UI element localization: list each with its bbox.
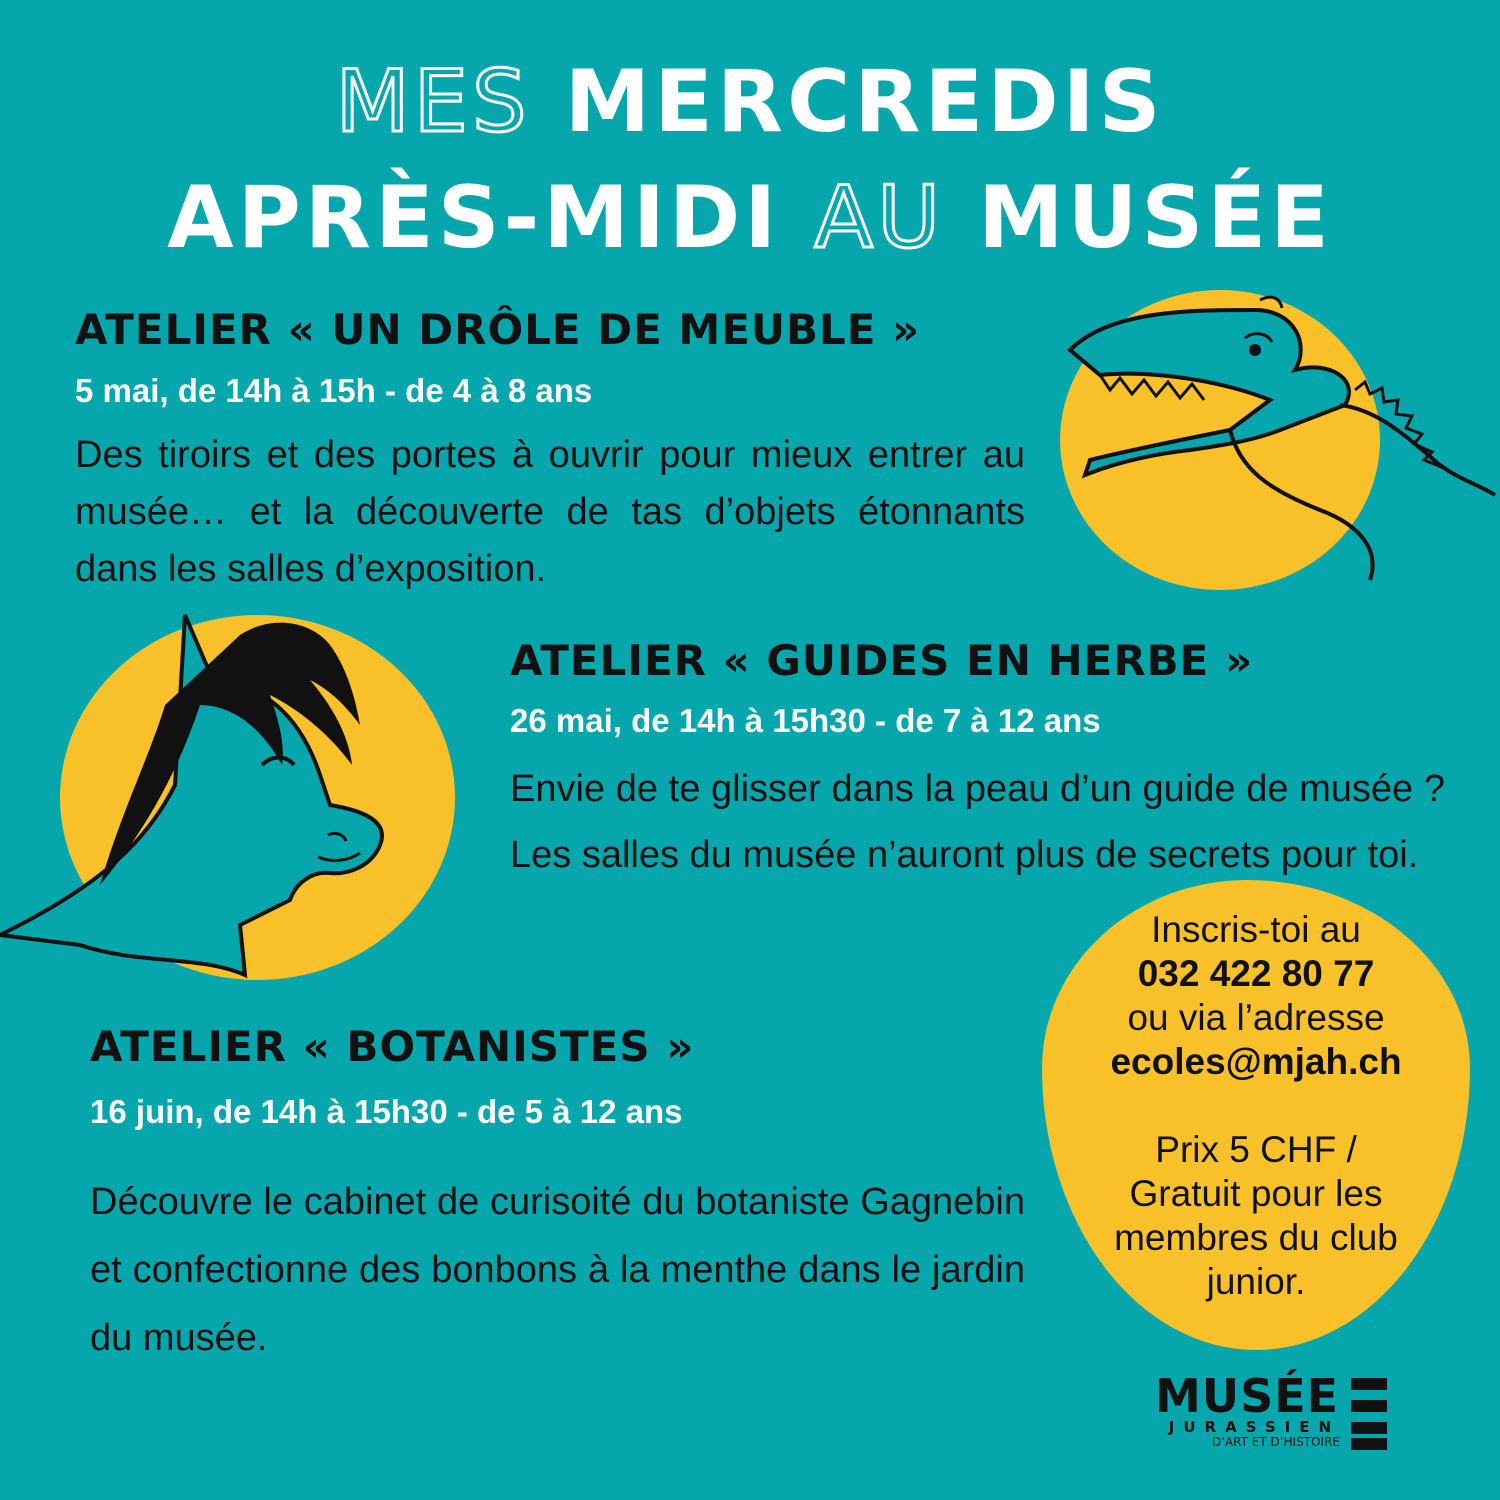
registration-line-1: Inscris-toi au (1151, 909, 1361, 950)
registration-line-3: ou via l’adresse (1127, 997, 1385, 1038)
museum-logo (1155, 1369, 1395, 1452)
registration-info (1070, 908, 1442, 1304)
title-word-apres-midi: APRÈS-MIDI (167, 168, 781, 268)
title-word-au: AU (814, 168, 945, 268)
logo-line-2: JURASSIEN (1168, 1418, 1340, 1436)
workshop-2-title: ATELIER « GUIDES EN HERBE » (510, 636, 1254, 685)
price-line-4: junior. (1206, 1261, 1306, 1302)
workshop-2-details: 26 mai, de 14h à 15h30 - de 7 à 12 ans (510, 702, 1101, 739)
logo-name: MUSÉE (1155, 1369, 1340, 1423)
dinosaur-illustration-icon (1040, 290, 1500, 610)
logo-bars-icon (1351, 1378, 1387, 1450)
price-line-3: membres du club (1114, 1217, 1398, 1258)
title-word-mercredis: MERCREDIS (564, 52, 1165, 152)
workshop-3-description: Découvre le cabinet de curisoité du botaniste Gagnebin et confectionne des bonbons à la menthe dans le jardin du musée. (90, 1181, 1025, 1359)
registration-phone: 032 422 80 77 (1137, 953, 1375, 994)
title-word-mes: MES (335, 52, 531, 152)
title-word-musee: MUSÉE (977, 168, 1333, 268)
workshop-3-details: 16 juin, de 14h à 15h30 - de 5 à 12 ans (90, 1093, 683, 1130)
workshop-1-description: Des tiroirs et des portes à ouvrir pour mieux entrer au musée… et la découverte de tas d’objets étonnants dans les salles d’exposition. (75, 434, 1025, 590)
title-line-2 (0, 168, 1500, 268)
workshop-3-title: ATELIER « BOTANISTES » (90, 1022, 695, 1071)
workshop-2-description: Envie de te glisser dans la peau d’un guide de musée ? Les salles du musée n’auront plus de secrets pour toi. (510, 768, 1445, 876)
workshop-1-details: 5 mai, de 14h à 15h - de 4 à 8 ans (75, 372, 593, 409)
workshop-1-title: ATELIER « UN DRÔLE DE MEUBLE » (75, 305, 921, 354)
price-line-1: Prix 5 CHF / (1155, 1129, 1357, 1170)
price-line-2: Gratuit pour les (1129, 1173, 1383, 1214)
title-line-1 (0, 52, 1500, 152)
registration-email: ecoles@mjah.ch (1110, 1041, 1402, 1082)
logo-line-3: D’ART ET D’HISTOIRE (1211, 1435, 1340, 1449)
horse-illustration-icon (0, 595, 460, 985)
